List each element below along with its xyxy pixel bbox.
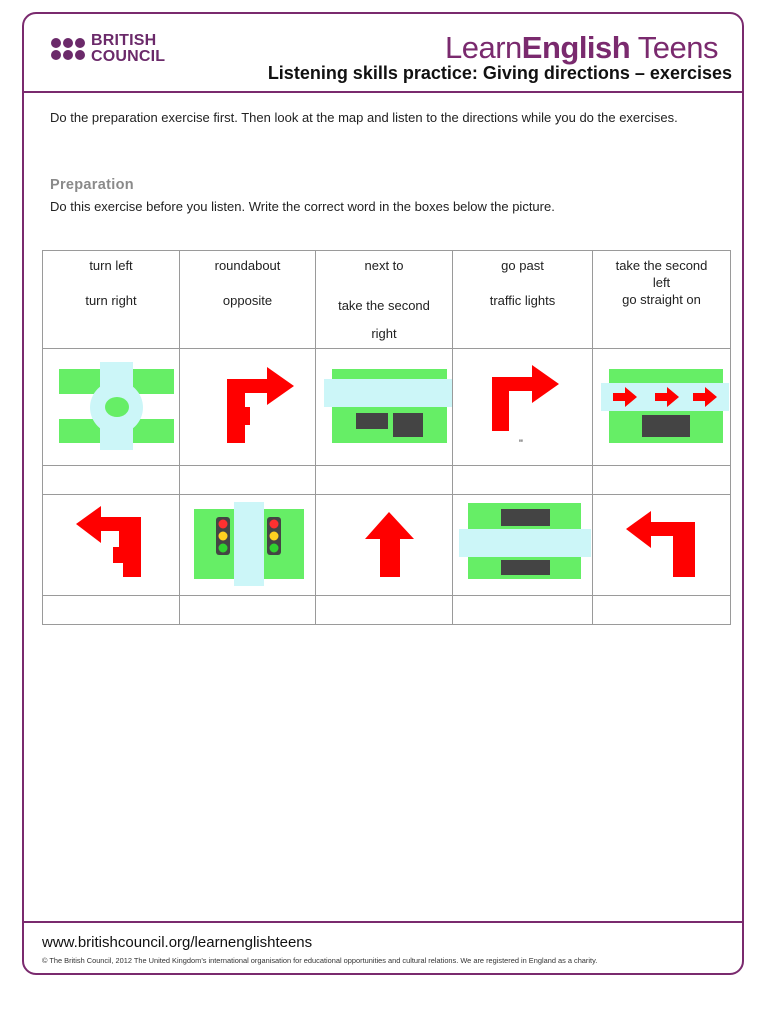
turn-left-arrow-picture-2 (593, 495, 730, 595)
answer-row-2 (43, 596, 731, 625)
turn-right-arrow-icon (492, 365, 559, 431)
turn-left-arrow-picture (43, 495, 179, 595)
stray-mark: " (519, 438, 523, 450)
answer-box[interactable] (593, 596, 731, 625)
go-straight-on-picture (593, 349, 730, 465)
footer-url-link[interactable]: www.britishcouncil.org/learnenglishteens (42, 934, 313, 951)
british-council-logo (51, 33, 165, 65)
footer-divider (22, 921, 744, 923)
up-arrow-icon (365, 512, 414, 577)
brand-part-3: Teens (630, 30, 718, 65)
turn-right-arrow-icon (227, 367, 294, 443)
footer-copyright: © The British Council, 2012 The United Kingdom’s international organisation for educational opportunities and cultural relations. We are registered in England as a charity. (42, 956, 598, 965)
word: take the second right (338, 298, 430, 341)
intro-text: Do the preparation exercise first. Then look at the map and listen to the directions while you do the exercises. (50, 110, 678, 125)
picture-row-1 (43, 349, 731, 466)
header-divider (22, 91, 744, 93)
word-cell (316, 251, 453, 349)
traffic-lights-picture (180, 495, 315, 595)
roundabout-picture (43, 349, 179, 465)
answer-box[interactable] (453, 466, 593, 495)
logo-line-1: BRITISH (91, 32, 157, 49)
word: next to (364, 258, 404, 273)
turn-right-arrow-picture (180, 349, 315, 465)
word: go past (501, 258, 544, 273)
logo-dots-icon (51, 38, 85, 60)
turn-left-arrow-icon (626, 511, 695, 577)
word: traffic lights (489, 293, 556, 308)
traffic-light-icon (267, 517, 281, 555)
answer-box[interactable] (180, 596, 316, 625)
answer-box[interactable] (43, 596, 180, 625)
learnenglish-teens-logo (445, 30, 718, 66)
brand-part-2: English (521, 30, 631, 65)
next-to-picture (316, 349, 452, 465)
right-arrow-icon (613, 387, 637, 407)
word: go straight on (622, 292, 701, 307)
turn-left-arrow-icon (76, 506, 141, 577)
word: take the second left (615, 258, 708, 290)
answer-box[interactable] (316, 466, 453, 495)
preparation-instruction: Do this exercise before you listen. Write the correct word in the boxes below the picture. (50, 199, 555, 214)
right-arrow-icon (693, 387, 717, 407)
straight-on-arrow-picture (316, 495, 452, 595)
answer-row-1 (43, 466, 731, 495)
word: turn right (85, 293, 137, 308)
right-arrow-icon (655, 387, 679, 407)
word: roundabout (214, 258, 281, 273)
word-cell (593, 251, 731, 349)
answer-box[interactable] (316, 596, 453, 625)
word-box-row (43, 251, 731, 349)
word-cell (453, 251, 593, 349)
picture-row-2 (43, 495, 731, 596)
word-cell (180, 251, 316, 349)
traffic-light-icon (216, 517, 230, 555)
turn-right-arrow-picture-2 (453, 349, 592, 465)
word: turn left (89, 258, 133, 273)
exercise-table (42, 250, 731, 625)
preparation-heading: Preparation (50, 177, 134, 193)
opposite-picture (453, 495, 592, 595)
answer-box[interactable] (180, 466, 316, 495)
brand-part-1: Learn (444, 30, 522, 65)
answer-box[interactable] (43, 466, 180, 495)
word: opposite (222, 293, 273, 308)
answer-box[interactable] (593, 466, 731, 495)
answer-box[interactable] (453, 596, 593, 625)
word-cell (43, 251, 180, 349)
document-title: Listening skills practice: Giving directions – exercises (267, 63, 732, 83)
logo-line-2: COUNCIL (91, 48, 166, 65)
